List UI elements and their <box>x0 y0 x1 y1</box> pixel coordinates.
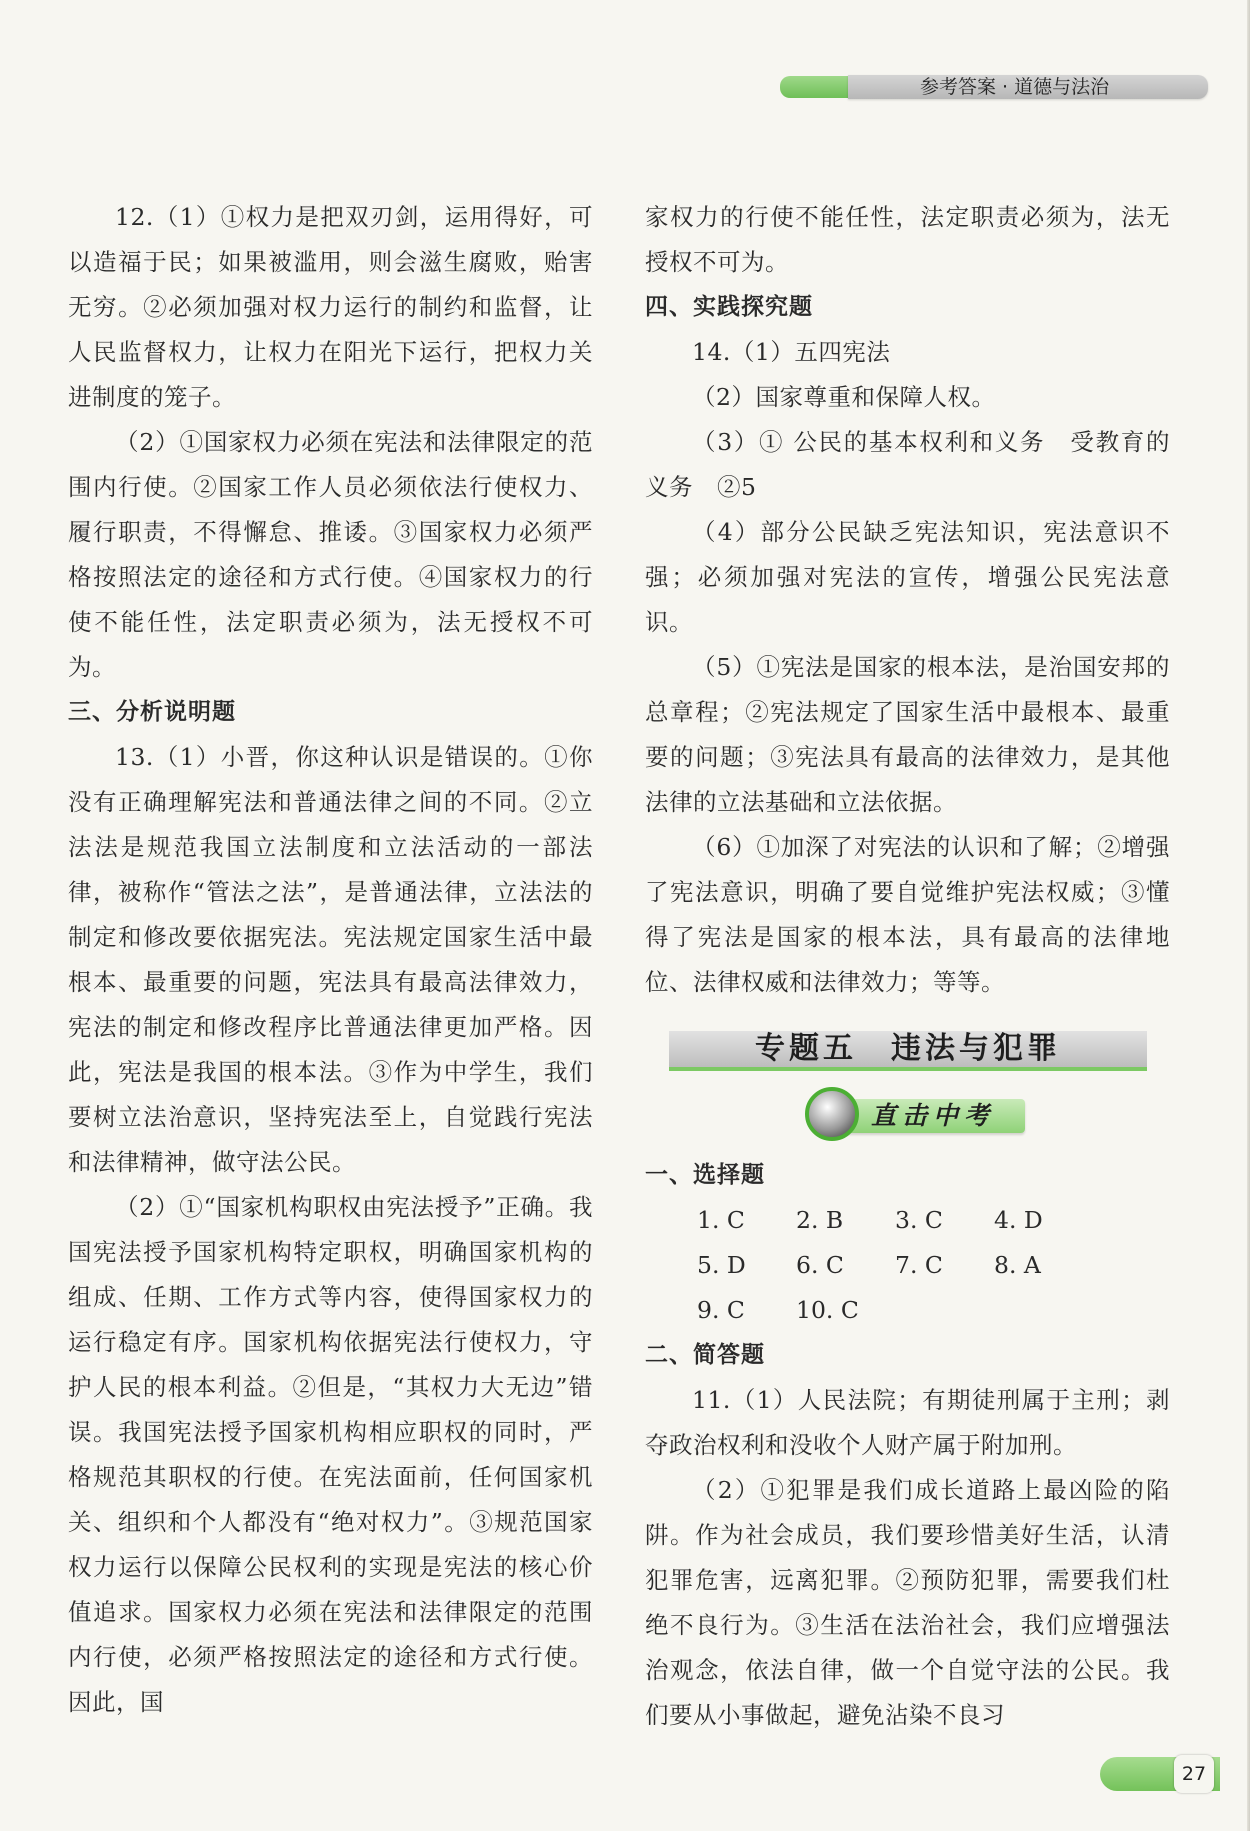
answer-q14-part4: （4）部分公民缺乏宪法知识，宪法意识不强；必须加强对宪法的宣传，增强公民宪法意识。 <box>645 518 1170 636</box>
page-number: 27 <box>1174 1755 1214 1793</box>
running-header: 参考答案 · 道德与法治 <box>920 76 1110 98</box>
chapter-banner <box>669 1023 1147 1075</box>
answer-item: 5. D <box>697 1251 746 1279</box>
answer-q14-part5: （5）①宪法是国家的根本法，是治国安邦的总章程；②宪法规定了国家生活中最根本、最重要的问题；③宪法具有最高的法律效力，是其他法律的立法基础和立法依据。 <box>645 653 1170 816</box>
answer-row <box>645 1288 1170 1333</box>
answer-q13-continued: 家权力的行使不能任性，法定职责必须为，法无授权不可为。 <box>645 203 1170 276</box>
right-column <box>645 195 1170 1738</box>
answer-q14-part3: （3）① 公民的基本权利和义务 受教育的义务 ②5 <box>645 428 1170 501</box>
answer-q11-part1: 11.（1）人民法院；有期徒刑属于主刑；剥夺政治权利和没收个人财产属于附加刑。 <box>645 1386 1170 1459</box>
answer-item: 8. A <box>994 1251 1041 1279</box>
answer-q13-part2: （2）①“国家机构职权由宪法授予”正确。我国宪法授予国家机构特定职权，明确国家机构的组成、任期、工作方式等内容，使得国家权力的运行稳定有序。国家机构依据宪法行使权力，守护人民的根本利益。②但是，“其权力大无边”错误。我国宪法授予国家机构相应职权的同时，严格规范其职权的行使。在宪法面前，任何国家机关、组织和个人都没有“绝对权力”。③规范国家权力运行以保障公民权利的实现是宪法的核心价值追求。国家权力必须在宪法和法律限定的范围内行使，必须严格按照法定的途径和方式行使。因此，国 <box>68 1193 593 1716</box>
badge-label: 直击中考 <box>871 1101 996 1130</box>
answer-item: 9. C <box>697 1296 745 1324</box>
answer-item: 4. D <box>994 1206 1043 1234</box>
exam-badge <box>805 1085 1025 1145</box>
answer-item: 6. C <box>796 1251 844 1279</box>
answer-q11-part2: （2）①犯罪是我们成长道路上最凶险的陷阱。作为社会成员，我们要珍惜美好生活，认清犯罪危害，远离犯罪。②预防犯罪，需要我们杜绝不良行为。③生活在法治社会，我们应增强法治观念，依法自律，做一个自觉守法的公民。我们要从小事做起，避免沾染不良习 <box>645 1476 1170 1729</box>
answer-q12-part1: 12.（1）①权力是把双刃剑，运用得好，可以造福于民；如果被滥用，则会滋生腐败，贻害无穷。②必须加强对权力运行的制约和监督，让人民监督权力，让权力在阳光下运行，把权力关进制度的笼子。 <box>68 203 593 411</box>
choice-answers <box>645 1198 1170 1333</box>
answer-q14-part1: 14.（1）五四宪法 <box>692 338 891 366</box>
section-heading-practice: 四、实践探究题 <box>645 294 813 320</box>
answer-q14-part6: （6）①加深了对宪法的认识和了解；②增强了宪法意识，明确了要自觉维护宪法权威；③懂得了宪法是国家的根本法，具有最高的法律地位、法律权威和法律效力；等等。 <box>645 833 1170 996</box>
answer-row <box>645 1243 1170 1288</box>
answer-item: 10. C <box>796 1296 859 1324</box>
answer-q12-part2: （2）①国家权力必须在宪法和法律限定的范围内行使。②国家工作人员必须依法行使权力、履行职责，不得懈怠、推诿。③国家权力必须严格按照法定的途径和方式行使。④国家权力的行使不能任性，法定职责必须为，法无授权不可为。 <box>68 428 593 681</box>
section-heading-choice: 一、选择题 <box>645 1162 765 1188</box>
answer-item: 3. C <box>895 1206 943 1234</box>
answer-item: 2. B <box>796 1206 844 1234</box>
answer-row <box>645 1198 1170 1243</box>
left-column <box>68 195 593 1725</box>
answer-item: 1. C <box>697 1206 745 1234</box>
section-heading-short-answer: 二、简答题 <box>645 1342 765 1368</box>
badge-circle-icon <box>805 1087 859 1141</box>
header-accent <box>780 76 852 98</box>
answer-q14-part2: （2）国家尊重和保障人权。 <box>692 383 996 411</box>
chapter-title: 专题五 违法与犯罪 <box>755 1031 1061 1066</box>
answer-q13-part1: 13.（1）小晋，你这种认识是错误的。①你没有正确理解宪法和普通法律之间的不同。②立法法是规范我国立法制度和立法活动的一部法律，被称作“管法之法”，是普通法律，立法法的制定和修改要依据宪法。宪法规定国家生活中最根本、最重要的问题，宪法具有最高法律效力，宪法的制定和修改程序比普通法律更加严格。因此，宪法是我国的根本法。③作为中学生，我们要树立法治意识，坚持宪法至上，自觉践行宪法和法律精神，做守法公民。 <box>68 743 593 1176</box>
section-heading-analysis: 三、分析说明题 <box>68 699 236 725</box>
answer-item: 7. C <box>895 1251 943 1279</box>
